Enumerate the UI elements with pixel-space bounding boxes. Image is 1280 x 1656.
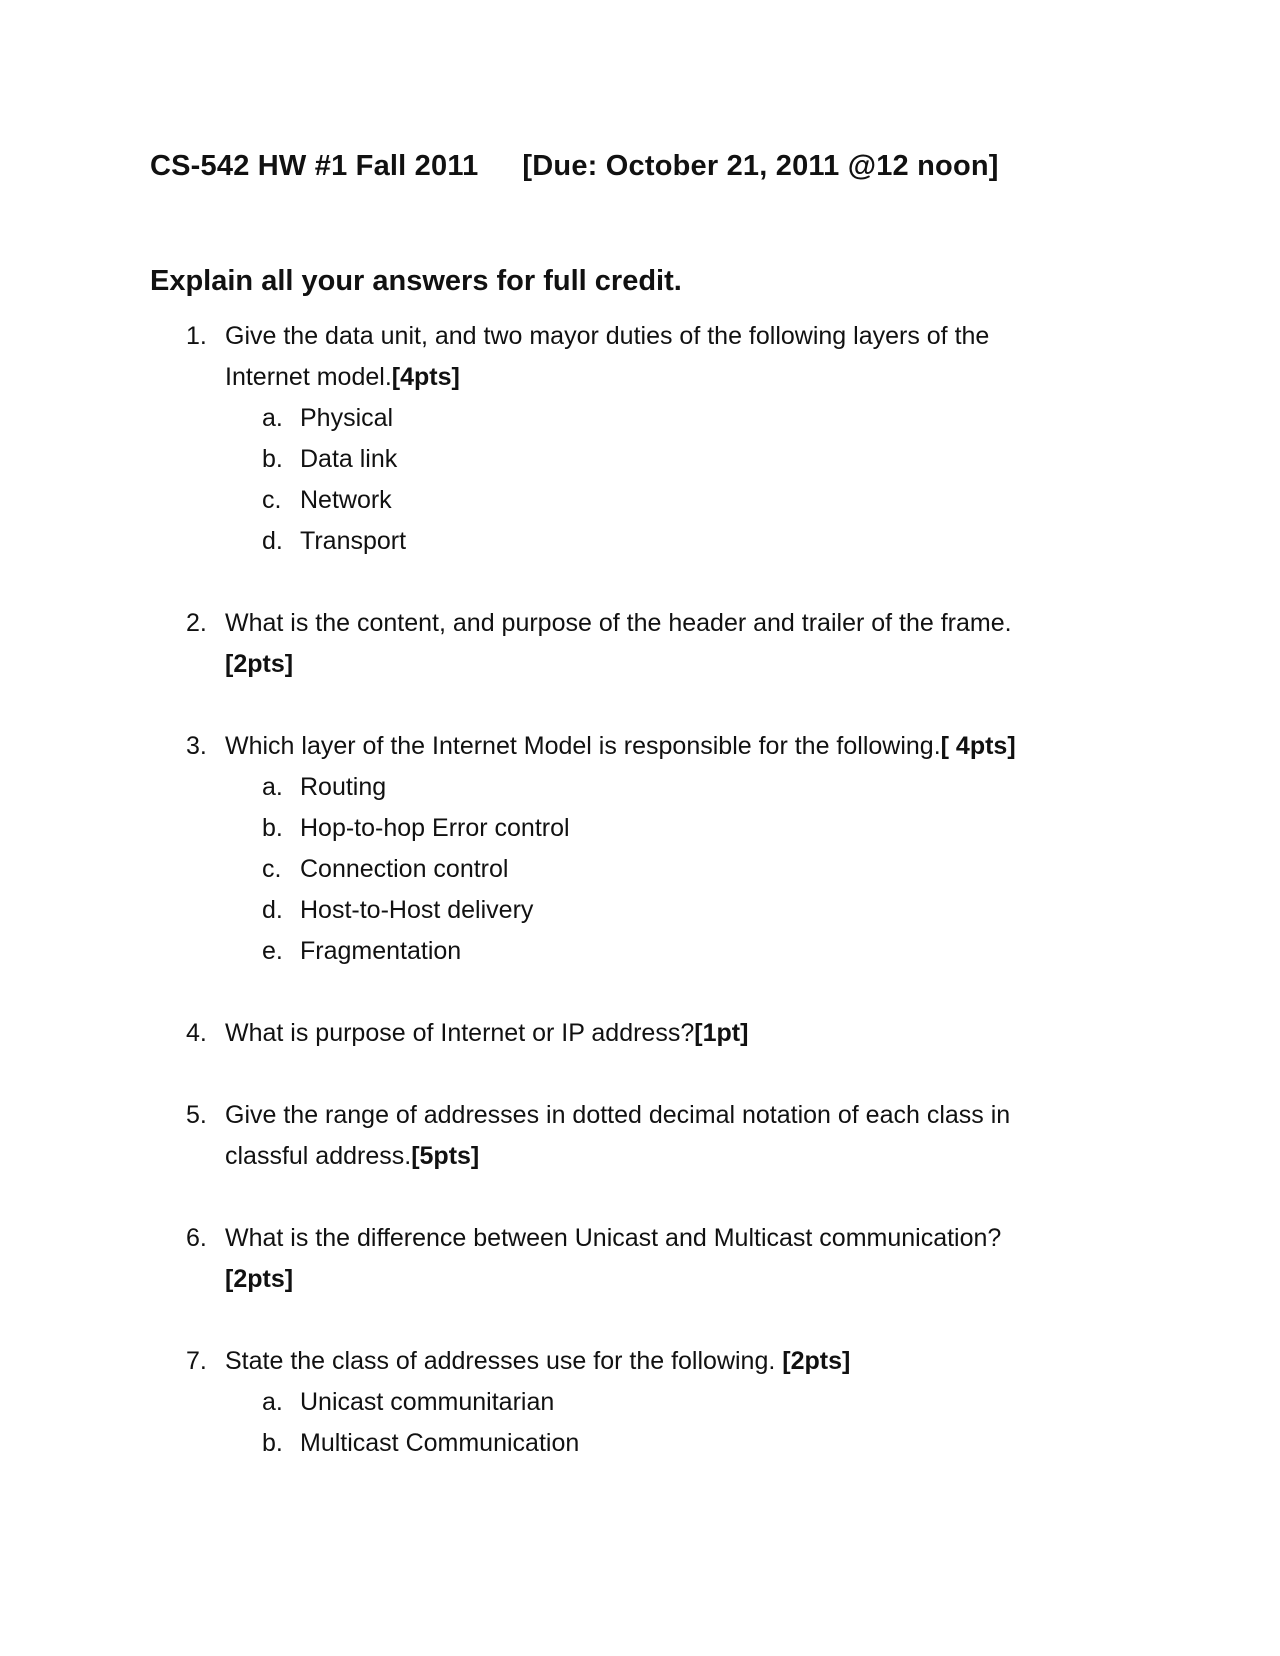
points-label: [2pts] xyxy=(225,1265,294,1293)
due-date: [Due: October 21, 2011 @12 noon] xyxy=(522,150,999,182)
subitem-letter: a. xyxy=(262,1388,283,1416)
subitem-text: Multicast Communication xyxy=(300,1429,580,1457)
points-label: [2pts] xyxy=(782,1347,851,1375)
subitem-text: Unicast communitarian xyxy=(300,1388,555,1416)
subitem-letter: b. xyxy=(262,814,283,842)
subitem-letter: b. xyxy=(262,1429,283,1457)
question-number: 5. xyxy=(186,1101,207,1129)
points-label: [5pts] xyxy=(411,1142,480,1170)
points-label: [4pts] xyxy=(391,363,460,391)
subitem-text: Routing xyxy=(300,773,387,801)
subitem-letter: c. xyxy=(262,486,282,514)
question-text xyxy=(225,1218,1085,1300)
question-number: 1. xyxy=(186,322,207,350)
points-label: [ 4pts] xyxy=(940,732,1016,760)
subitem-text: Network xyxy=(300,486,392,514)
question-body: What is the difference between Unicast and Multicast communication? xyxy=(225,1224,1002,1252)
question-number: 2. xyxy=(186,609,207,637)
subitem-letter: c. xyxy=(262,855,282,883)
question-body: Which layer of the Internet Model is responsible for the following. xyxy=(225,732,941,760)
question-number: 7. xyxy=(186,1347,207,1375)
course-title: CS-542 HW #1 Fall 2011 xyxy=(150,150,479,182)
question-body: Give the range of addresses in dotted decimal notation of each class in classful address. xyxy=(225,1101,1011,1170)
subitem-letter: d. xyxy=(262,527,283,555)
subitem-text: Host-to-Host delivery xyxy=(300,896,534,924)
question-text xyxy=(225,1095,1075,1177)
subitem-letter: e. xyxy=(262,937,283,965)
question-text xyxy=(225,726,1145,767)
subitem-letter: d. xyxy=(262,896,283,924)
subitem-text: Hop-to-hop Error control xyxy=(300,814,570,842)
subitem-letter: b. xyxy=(262,445,283,473)
subitem-letter: a. xyxy=(262,773,283,801)
instructions-heading: Explain all your answers for full credit. xyxy=(150,265,682,297)
subitem-letter: a. xyxy=(262,404,283,432)
subitem-text: Connection control xyxy=(300,855,509,883)
question-number: 3. xyxy=(186,732,207,760)
question-number: 4. xyxy=(186,1019,207,1047)
question-number: 6. xyxy=(186,1224,207,1252)
subitem-text: Fragmentation xyxy=(300,937,462,965)
points-label: [2pts] xyxy=(225,650,294,678)
subitem-text: Transport xyxy=(300,527,407,555)
question-body: State the class of addresses use for the following. xyxy=(225,1347,783,1375)
question-body: Give the data unit, and two mayor duties of the following layers of the Internet model. xyxy=(225,322,990,391)
question-text xyxy=(225,316,1065,398)
points-label: [1pt] xyxy=(694,1019,749,1047)
question-text xyxy=(225,1013,1095,1054)
subitem-text: Data link xyxy=(300,445,398,473)
question-body: What is the content, and purpose of the header and trailer of the frame. xyxy=(225,609,1012,637)
question-body: What is purpose of Internet or IP address? xyxy=(225,1019,695,1047)
question-text xyxy=(225,603,1015,685)
question-text xyxy=(225,1341,1095,1382)
subitem-text: Physical xyxy=(300,404,394,432)
